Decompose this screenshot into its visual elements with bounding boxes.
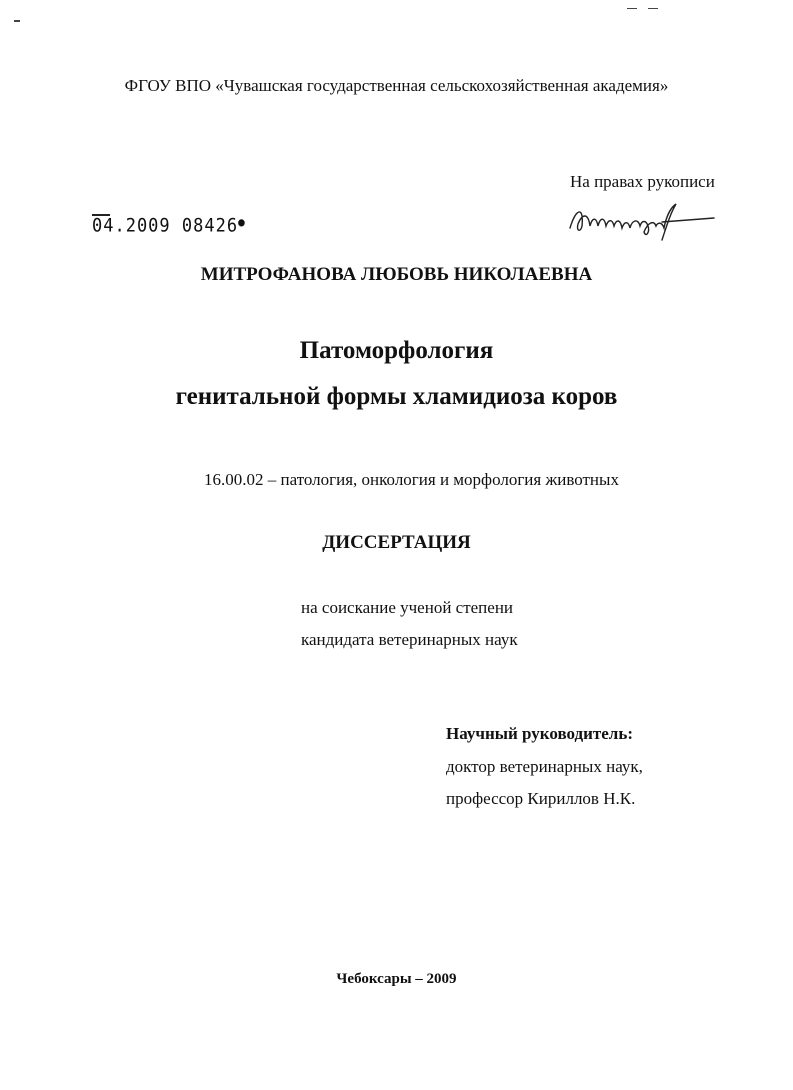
supervisor-name: профессор Кириллов Н.К. [446, 789, 636, 808]
manuscript-rights-note: На правах рукописи [570, 172, 715, 191]
handwritten-signature [566, 198, 716, 242]
dissertation-title-line-2: генитальной формы хламидиоза коров [175, 383, 618, 410]
stamp-mark: ● [238, 215, 246, 230]
institution-name: ФГОУ ВПО «Чувашская государственная сельскохозяйственная академия» [124, 76, 669, 95]
supervisor-degree: доктор ветеринарных наук, [446, 757, 643, 776]
stamp-number-text: 04.2009 08426 [92, 215, 239, 237]
scan-speck [627, 8, 637, 9]
supervisor-heading: Научный руководитель: [446, 724, 633, 743]
degree-line-2: кандидата ветеринарных наук [301, 630, 518, 649]
scan-speck [14, 20, 20, 22]
library-stamp-number [92, 215, 246, 237]
dissertation-title-line-1: Патоморфология [299, 337, 494, 364]
scan-speck [648, 8, 658, 9]
specialty-code: 16.00.02 – патология, онкология и морфология животных [204, 470, 619, 489]
author-name: МИТРОФАНОВА ЛЮБОВЬ НИКОЛАЕВНА [200, 264, 593, 285]
city-year: Чебоксары – 2009 [336, 971, 457, 987]
degree-line-1: на соискание ученой степени [301, 598, 514, 617]
document-type: ДИССЕРТАЦИЯ [322, 532, 471, 553]
